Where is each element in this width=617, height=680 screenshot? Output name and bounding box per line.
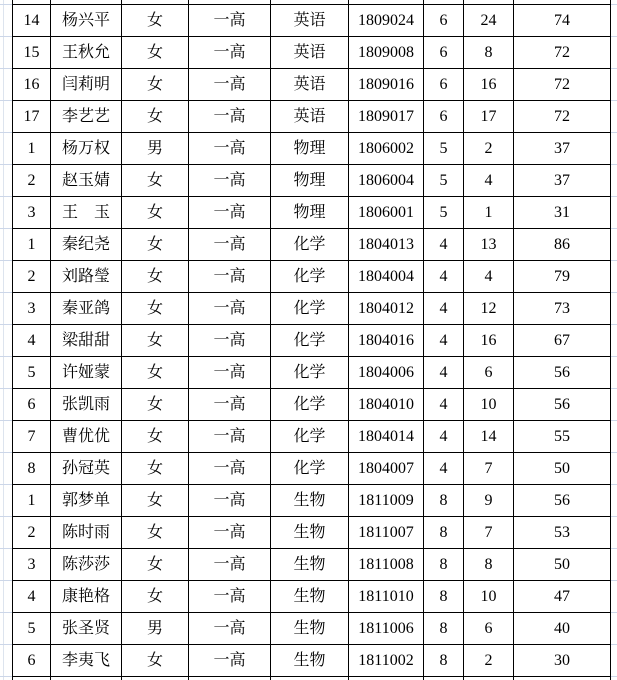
cell[interactable]: 1811009 — [349, 485, 424, 517]
cell[interactable]: 30 — [514, 645, 611, 677]
cell[interactable]: 17 — [464, 101, 514, 133]
cell[interactable]: 2 — [464, 133, 514, 165]
cell[interactable]: 2 — [13, 517, 51, 549]
cell[interactable]: 4 — [424, 261, 464, 293]
table-row — [13, 133, 611, 165]
table-row — [13, 389, 611, 421]
cell[interactable]: 一高 — [189, 5, 271, 37]
cell[interactable]: 生物 — [271, 485, 349, 517]
cell[interactable]: 一高 — [189, 133, 271, 165]
cell[interactable]: 生物 — [271, 645, 349, 677]
gridline-stub-left — [0, 548, 12, 549]
table-row — [13, 5, 611, 37]
cell[interactable]: 6 — [424, 5, 464, 37]
gridline-stub-left — [0, 100, 12, 101]
gridline-stub-left — [0, 516, 12, 517]
cell[interactable]: 陈时雨 — [51, 517, 122, 549]
cell[interactable]: 16 — [464, 325, 514, 357]
cut-row-border — [610, 676, 611, 680]
cell[interactable]: 1811002 — [349, 645, 424, 677]
cell[interactable]: 英语 — [271, 69, 349, 101]
gridline-stub-right — [611, 452, 617, 453]
cell[interactable]: 5 — [424, 133, 464, 165]
cell[interactable]: 1 — [13, 229, 51, 261]
cell[interactable]: 许娅蒙 — [51, 357, 122, 389]
cut-row-border — [423, 676, 424, 680]
cut-row-border — [12, 676, 13, 680]
cell[interactable]: 6 — [424, 37, 464, 69]
table-row — [13, 485, 611, 517]
cell[interactable]: 闫莉明 — [51, 69, 122, 101]
cell[interactable]: 1809017 — [349, 101, 424, 133]
cell[interactable]: 4 — [424, 357, 464, 389]
gridline-stub-left — [0, 68, 12, 69]
cell[interactable]: 14 — [13, 5, 51, 37]
cell[interactable]: 31 — [514, 197, 611, 229]
cell[interactable]: 72 — [514, 69, 611, 101]
cell[interactable]: 6 — [424, 101, 464, 133]
cell[interactable]: 37 — [514, 165, 611, 197]
cut-row-border — [50, 676, 51, 680]
cell[interactable]: 生物 — [271, 613, 349, 645]
cell[interactable]: 生物 — [271, 517, 349, 549]
cell[interactable]: 6 — [13, 389, 51, 421]
cell[interactable]: 72 — [514, 37, 611, 69]
cut-row-border — [188, 676, 189, 680]
cell[interactable]: 4 — [464, 165, 514, 197]
cell[interactable]: 女 — [122, 101, 189, 133]
cell[interactable]: 8 — [424, 549, 464, 581]
gridline-stub-left — [0, 164, 12, 165]
cell[interactable]: 化学 — [271, 261, 349, 293]
cell[interactable]: 1804014 — [349, 421, 424, 453]
gridline-stub-left — [0, 484, 12, 485]
cell[interactable]: 化学 — [271, 421, 349, 453]
cell[interactable]: 女 — [122, 581, 189, 613]
cell[interactable]: 一高 — [189, 421, 271, 453]
gridline-stub-left — [0, 228, 12, 229]
cell[interactable]: 1811006 — [349, 613, 424, 645]
cell[interactable]: 一高 — [189, 325, 271, 357]
cell[interactable]: 一高 — [189, 389, 271, 421]
gridline-stub-right — [611, 4, 617, 5]
cell[interactable]: 女 — [122, 517, 189, 549]
cell[interactable]: 1806002 — [349, 133, 424, 165]
cell[interactable]: 陈莎莎 — [51, 549, 122, 581]
cut-row-border — [50, 0, 51, 4]
cut-row-border — [121, 0, 122, 4]
cell[interactable]: 物理 — [271, 133, 349, 165]
cut-row-border — [348, 676, 349, 680]
cell[interactable]: 79 — [514, 261, 611, 293]
gridline-stub-left — [0, 420, 12, 421]
cell[interactable]: 张圣贤 — [51, 613, 122, 645]
cell[interactable]: 2 — [13, 261, 51, 293]
cell[interactable]: 一高 — [189, 293, 271, 325]
cell[interactable]: 8 — [464, 37, 514, 69]
cell[interactable]: 女 — [122, 37, 189, 69]
cell[interactable]: 女 — [122, 69, 189, 101]
cell[interactable]: 3 — [13, 293, 51, 325]
cell[interactable]: 1 — [13, 485, 51, 517]
table-row — [13, 421, 611, 453]
cell[interactable]: 女 — [122, 165, 189, 197]
cell[interactable]: 2 — [464, 645, 514, 677]
cell[interactable]: 8 — [424, 613, 464, 645]
cell[interactable]: 7 — [464, 517, 514, 549]
cell[interactable]: 4 — [13, 581, 51, 613]
gridline-stub-right — [611, 644, 617, 645]
cell[interactable]: 1 — [464, 197, 514, 229]
gridline-stub-left — [0, 4, 12, 5]
gridline-stub-left — [0, 452, 12, 453]
cell[interactable]: 4 — [424, 293, 464, 325]
cell[interactable]: 一高 — [189, 581, 271, 613]
cell[interactable]: 1804004 — [349, 261, 424, 293]
cut-row-border — [423, 0, 424, 4]
cell[interactable]: 16 — [13, 69, 51, 101]
cell[interactable]: 1804013 — [349, 229, 424, 261]
cell[interactable]: 一高 — [189, 37, 271, 69]
cell[interactable]: 40 — [514, 613, 611, 645]
cell[interactable]: 4 — [464, 261, 514, 293]
cell[interactable]: 4 — [424, 229, 464, 261]
cell[interactable]: 53 — [514, 517, 611, 549]
cell[interactable]: 秦亚鸽 — [51, 293, 122, 325]
cell[interactable]: 6 — [424, 69, 464, 101]
cell[interactable]: 1809024 — [349, 5, 424, 37]
table-row — [13, 357, 611, 389]
table-row — [13, 229, 611, 261]
cell[interactable]: 4 — [424, 389, 464, 421]
cell[interactable]: 9 — [464, 485, 514, 517]
gridline-stub-left — [0, 196, 12, 197]
cell[interactable]: 7 — [464, 453, 514, 485]
cell[interactable]: 李夷飞 — [51, 645, 122, 677]
cell[interactable]: 8 — [424, 581, 464, 613]
cell[interactable]: 英语 — [271, 101, 349, 133]
cell[interactable]: 一高 — [189, 485, 271, 517]
gridline-stub-left — [0, 260, 12, 261]
table-row — [13, 517, 611, 549]
table-row — [13, 613, 611, 645]
cell[interactable]: 化学 — [271, 325, 349, 357]
cell[interactable]: 一高 — [189, 165, 271, 197]
table-row — [13, 69, 611, 101]
cut-row-border — [188, 0, 189, 4]
cell[interactable]: 杨兴平 — [51, 5, 122, 37]
table-body — [13, 5, 611, 677]
table-row — [13, 261, 611, 293]
excel-column-gridline — [3, 0, 4, 680]
cell[interactable]: 杨万权 — [51, 133, 122, 165]
cell[interactable]: 17 — [13, 101, 51, 133]
gridline-stub-right — [611, 580, 617, 581]
gridline-stub-left — [0, 292, 12, 293]
gridline-stub-left — [0, 676, 12, 677]
table-row — [13, 165, 611, 197]
cell[interactable]: 女 — [122, 453, 189, 485]
cell[interactable]: 4 — [424, 421, 464, 453]
cell[interactable]: 4 — [424, 325, 464, 357]
cell[interactable]: 5 — [13, 357, 51, 389]
gridline-stub-left — [0, 132, 12, 133]
cut-row-border — [12, 0, 13, 4]
cell[interactable]: 1804006 — [349, 357, 424, 389]
gridline-stub-right — [611, 260, 617, 261]
cell[interactable]: 50 — [514, 549, 611, 581]
cell[interactable]: 5 — [424, 197, 464, 229]
table-row — [13, 197, 611, 229]
cell[interactable]: 化学 — [271, 453, 349, 485]
cell[interactable]: 曹优优 — [51, 421, 122, 453]
cell[interactable]: 女 — [122, 293, 189, 325]
gridline-stub-right — [611, 68, 617, 69]
cell[interactable]: 女 — [122, 421, 189, 453]
gridline-stub-right — [611, 420, 617, 421]
cell[interactable]: 1804016 — [349, 325, 424, 357]
gridline-stub-right — [611, 196, 617, 197]
cell[interactable]: 15 — [13, 37, 51, 69]
cell[interactable]: 8 — [13, 453, 51, 485]
gridline-stub-right — [611, 516, 617, 517]
cell[interactable]: 3 — [13, 197, 51, 229]
cut-row-border — [121, 676, 122, 680]
cell[interactable]: 康艳格 — [51, 581, 122, 613]
table-row — [13, 101, 611, 133]
cell[interactable]: 74 — [514, 5, 611, 37]
table-row — [13, 581, 611, 613]
cell[interactable]: 1806001 — [349, 197, 424, 229]
cell[interactable]: 王秋允 — [51, 37, 122, 69]
cell[interactable]: 孙冠英 — [51, 453, 122, 485]
cell[interactable]: 梁甜甜 — [51, 325, 122, 357]
cut-row-border — [348, 0, 349, 4]
cell[interactable]: 5 — [424, 165, 464, 197]
cell[interactable]: 8 — [424, 485, 464, 517]
cell[interactable]: 3 — [13, 549, 51, 581]
cell[interactable]: 女 — [122, 357, 189, 389]
cell[interactable]: 女 — [122, 197, 189, 229]
cell[interactable]: 2 — [13, 165, 51, 197]
cell[interactable]: 4 — [424, 453, 464, 485]
cell[interactable]: 郭梦单 — [51, 485, 122, 517]
student-score-table — [12, 4, 611, 677]
cell[interactable]: 一高 — [189, 197, 271, 229]
cell[interactable]: 10 — [464, 581, 514, 613]
gridline-stub-right — [611, 484, 617, 485]
cell[interactable]: 1811010 — [349, 581, 424, 613]
cell[interactable]: 生物 — [271, 581, 349, 613]
cell[interactable]: 英语 — [271, 5, 349, 37]
cell[interactable]: 8 — [424, 517, 464, 549]
cell[interactable]: 生物 — [271, 549, 349, 581]
gridline-stub-left — [0, 644, 12, 645]
cell[interactable]: 秦纪尧 — [51, 229, 122, 261]
cell[interactable]: 物理 — [271, 165, 349, 197]
gridline-stub-right — [611, 388, 617, 389]
cell[interactable]: 化学 — [271, 293, 349, 325]
cell[interactable]: 化学 — [271, 229, 349, 261]
table-row — [13, 645, 611, 677]
cell[interactable]: 一高 — [189, 261, 271, 293]
cell[interactable]: 一高 — [189, 517, 271, 549]
cell[interactable]: 男 — [122, 613, 189, 645]
cell[interactable]: 1804010 — [349, 389, 424, 421]
gridline-stub-left — [0, 580, 12, 581]
cell[interactable]: 6 — [464, 613, 514, 645]
cell[interactable]: 女 — [122, 549, 189, 581]
cell[interactable]: 化学 — [271, 389, 349, 421]
cell[interactable]: 73 — [514, 293, 611, 325]
cell[interactable]: 刘路瑩 — [51, 261, 122, 293]
cell[interactable]: 赵玉婧 — [51, 165, 122, 197]
gridline-stub-right — [611, 676, 617, 677]
cell[interactable]: 化学 — [271, 357, 349, 389]
cut-row-border — [463, 676, 464, 680]
cell[interactable]: 1809008 — [349, 37, 424, 69]
gridline-stub-right — [611, 132, 617, 133]
gridline-stub-right — [611, 228, 617, 229]
cell[interactable]: 1811008 — [349, 549, 424, 581]
gridline-stub-left — [0, 388, 12, 389]
cell[interactable]: 李艺艺 — [51, 101, 122, 133]
cut-row-border — [463, 0, 464, 4]
cut-row-border — [270, 676, 271, 680]
gridline-stub-left — [0, 356, 12, 357]
cell[interactable]: 4 — [13, 325, 51, 357]
gridline-stub-left — [0, 324, 12, 325]
cell[interactable]: 50 — [514, 453, 611, 485]
cell[interactable]: 女 — [122, 229, 189, 261]
cell[interactable]: 女 — [122, 485, 189, 517]
cut-row-border — [270, 0, 271, 4]
cell[interactable]: 一高 — [189, 453, 271, 485]
gridline-stub-right — [611, 100, 617, 101]
table-row — [13, 37, 611, 69]
cell[interactable]: 5 — [13, 613, 51, 645]
cell[interactable]: 16 — [464, 69, 514, 101]
cut-row-border — [610, 0, 611, 4]
cell[interactable]: 女 — [122, 645, 189, 677]
cell[interactable]: 女 — [122, 389, 189, 421]
cell[interactable]: 王 玉 — [51, 197, 122, 229]
gridline-stub-right — [611, 356, 617, 357]
cell[interactable]: 56 — [514, 357, 611, 389]
cell[interactable]: 一高 — [189, 613, 271, 645]
gridline-stub-right — [611, 164, 617, 165]
cell[interactable]: 55 — [514, 421, 611, 453]
cell[interactable]: 8 — [424, 645, 464, 677]
cell[interactable]: 67 — [514, 325, 611, 357]
cell[interactable]: 13 — [464, 229, 514, 261]
cell[interactable]: 56 — [514, 485, 611, 517]
cell[interactable]: 女 — [122, 5, 189, 37]
table-row — [13, 453, 611, 485]
cell[interactable]: 14 — [464, 421, 514, 453]
cut-row-border — [513, 676, 514, 680]
table-row — [13, 549, 611, 581]
cell[interactable]: 1 — [13, 133, 51, 165]
cell[interactable]: 一高 — [189, 229, 271, 261]
cell[interactable]: 7 — [13, 421, 51, 453]
cell[interactable]: 8 — [464, 549, 514, 581]
table-row — [13, 293, 611, 325]
gridline-stub-left — [0, 36, 12, 37]
cell[interactable]: 37 — [514, 133, 611, 165]
cell[interactable]: 英语 — [271, 37, 349, 69]
cell[interactable]: 一高 — [189, 645, 271, 677]
cell[interactable]: 女 — [122, 261, 189, 293]
cell[interactable]: 12 — [464, 293, 514, 325]
cell[interactable]: 47 — [514, 581, 611, 613]
gridline-stub-right — [611, 548, 617, 549]
cell[interactable]: 物理 — [271, 197, 349, 229]
gridline-stub-right — [611, 324, 617, 325]
table-row — [13, 325, 611, 357]
cell[interactable]: 一高 — [189, 549, 271, 581]
cell[interactable]: 10 — [464, 389, 514, 421]
cell[interactable]: 24 — [464, 5, 514, 37]
cell[interactable]: 张凯雨 — [51, 389, 122, 421]
cell[interactable]: 一高 — [189, 69, 271, 101]
cell[interactable]: 6 — [13, 645, 51, 677]
gridline-stub-right — [611, 292, 617, 293]
cell[interactable]: 一高 — [189, 101, 271, 133]
cell[interactable]: 72 — [514, 101, 611, 133]
gridline-stub-right — [611, 36, 617, 37]
cut-row-border — [513, 0, 514, 4]
cell[interactable]: 1811007 — [349, 517, 424, 549]
cell[interactable]: 女 — [122, 325, 189, 357]
gridline-stub-right — [611, 612, 617, 613]
cell[interactable]: 男 — [122, 133, 189, 165]
cell[interactable]: 一高 — [189, 357, 271, 389]
gridline-stub-left — [0, 612, 12, 613]
cell[interactable]: 56 — [514, 389, 611, 421]
cell[interactable]: 1804007 — [349, 453, 424, 485]
cell[interactable]: 86 — [514, 229, 611, 261]
cell[interactable]: 1806004 — [349, 165, 424, 197]
cell[interactable]: 1809016 — [349, 69, 424, 101]
cell[interactable]: 1804012 — [349, 293, 424, 325]
cell[interactable]: 6 — [464, 357, 514, 389]
